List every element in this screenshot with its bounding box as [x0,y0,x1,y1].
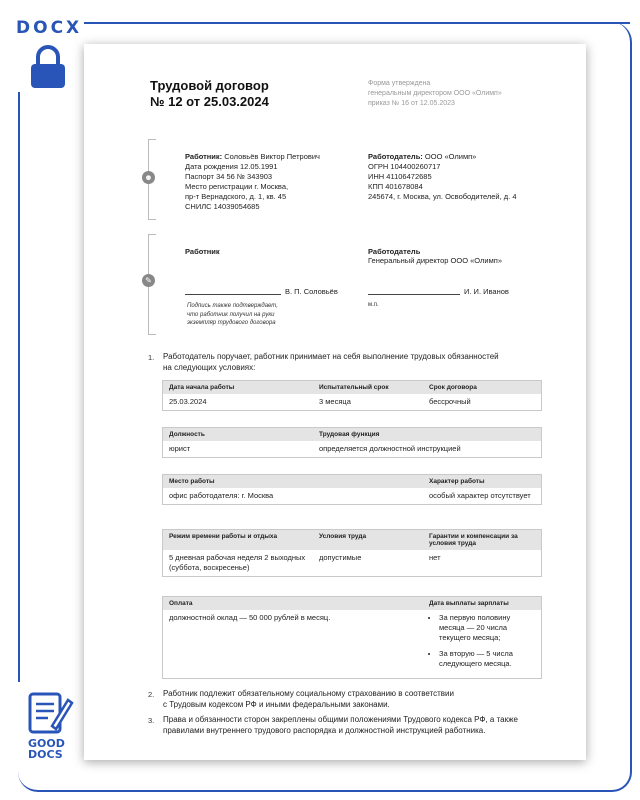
table-header-cell: Испытательный срок [319,384,389,391]
worker-name: Соловьёв Виктор Петрович [222,152,320,161]
clause-2-text [163,688,454,710]
signature-note-line: экземпляр трудового договора [187,320,276,326]
table-header-row [163,530,541,550]
clause-line: с Трудовым кодексом РФ и иными федеральными законами. [163,700,390,709]
worker-line: Дата рождения 12.05.1991 [185,162,278,171]
table-header-cell: Срок договора [429,384,477,391]
terms-table-workplace [162,474,542,505]
clause-line: на следующих условиях: [163,363,256,372]
employer-signature-name: И. И. Иванов [464,287,509,296]
table-cell: юрист [169,444,191,453]
signature-note-line: Подпись также подтверждает, [187,303,278,309]
list-item: • За первую половину месяца — 20 числа текущего месяца; [439,613,535,643]
document-title [150,78,269,110]
table-header-cell: Условия труда [319,533,367,540]
seal-place: м.п. [368,302,379,308]
list-item: • За вторую — 5 числа следующего месяца. [439,649,535,669]
lock-icon [28,44,68,90]
table-header-row [163,381,541,394]
title-line2: № 12 от 25.03.2024 [150,94,269,109]
table-header-cell: Дата выплаты зарплаты [429,600,509,607]
table-header-row [163,428,541,441]
signature-pen-icon: ✎ [142,274,155,287]
employer-line: ОГРН 104400260717 [368,162,441,171]
table-row [163,610,541,678]
table-cell: допустимые [319,553,362,562]
terms-table-dates [162,380,542,411]
form-note-line: Форма утверждена [368,80,431,87]
table-cell: 25.03.2024 [169,397,207,406]
table-cell: бессрочный [429,397,471,406]
table-header-cell: Гарантии и компенсации за условия труда [429,533,518,547]
clause-line: правилами внутреннего трудового распорядка и должностной инструкцией работника. [163,726,486,735]
worker-signature-note [187,302,278,328]
table-header-cell: Дата начала работы [169,384,235,391]
clause-line: Работодатель поручает, работник принимает на себя выполнение трудовых обязанностей [163,352,499,361]
clause-number: 3. [148,716,155,725]
timeline-tick [148,139,156,140]
worker-line: Паспорт 34 56 № 343903 [185,172,273,181]
good-docs-line2: DOCS [28,748,63,761]
employer-signature-line [368,294,460,295]
table-row [163,394,541,410]
good-docs-logo-text [28,738,65,760]
terms-table-position [162,427,542,458]
worker-details [185,152,320,212]
table-cell: определяется должностной инструкцией [319,444,461,453]
payment-dates-cell [423,610,541,678]
table-header-cell: Оплата [169,600,193,607]
worker-signature-name: В. П. Соловьёв [285,287,338,296]
people-icon: ☻ [142,171,155,184]
title-line1: Трудовой договор [150,78,269,93]
payment-dates-list [429,613,535,669]
worker-line: Место регистрации г. Москва, [185,182,289,191]
timeline-tick [148,334,156,335]
timeline-tick [148,219,156,220]
clause-1-text [163,351,499,373]
clause-number: 1. [148,353,155,362]
table-cell: нет [429,553,441,562]
table-cell: 5 дневная рабочая неделя 2 выходных (суббота, воскресенье) [169,553,306,572]
worker-line: пр-т Вернадского, д. 1, кв. 45 [185,192,287,201]
clause-3-text [163,714,518,736]
table-row [163,441,541,457]
terms-table-payment [162,596,542,679]
clause-line: Работник подлежит обязательному социальному страхованию в соответствии [163,689,454,698]
form-note-line: приказ № 16 от 12.05.2023 [368,100,455,107]
signature-note-line: что работник получил на руки [187,311,275,318]
table-header-cell: Трудовая функция [319,431,380,438]
table-cell: должностной оклад — 50 000 рублей в месяц. [169,613,331,622]
employer-signature-position: Генеральный директор ООО «Олимп» [368,256,502,265]
worker-signature-heading: Работник [185,247,220,256]
timeline-tick [148,234,156,235]
table-header-cell: Должность [169,431,205,438]
table-row [163,488,541,504]
table-header-row [163,475,541,488]
document-page [84,44,586,760]
form-approval-note [368,79,502,109]
employer-line: ИНН 41106472685 [368,172,432,181]
clause-number: 2. [148,690,155,699]
worker-line: СНИЛС 14039054685 [185,202,260,211]
table-header-cell: Режим времени работы и отдыха [169,533,278,540]
terms-table-schedule [162,529,542,577]
employer-details [368,152,517,202]
frame-top-edge [84,22,630,24]
worker-label: Работник: [185,152,223,161]
employer-line: 245674, г. Москва, ул. Освободителей, д. 4 [368,192,517,201]
clause-line: Права и обязанности сторон закреплены общими положениями Трудового кодекса РФ, а также [163,715,518,724]
employer-signature-heading: Работодатель [368,247,421,256]
employer-label: Работодатель: [368,152,423,161]
table-cell: 3 месяца [319,397,351,406]
employer-name: ООО «Олимп» [422,152,477,161]
frame-left-edge [18,92,20,682]
table-row [163,550,541,576]
table-header-cell: Характер работы [429,478,485,485]
worker-signature-line [185,294,281,295]
employer-line: КПП 401678084 [368,182,423,191]
form-note-line: генеральным директором ООО «Олимп» [368,90,502,97]
table-cell: офис работодателя: г. Москва [169,491,274,500]
table-cell: особый характер отсутствует [429,491,531,500]
table-header-cell: Место работы [169,478,215,485]
table-header-row [163,597,541,610]
good-docs-line1: GOOD [28,737,65,750]
docx-logo: DOCX [16,18,83,38]
